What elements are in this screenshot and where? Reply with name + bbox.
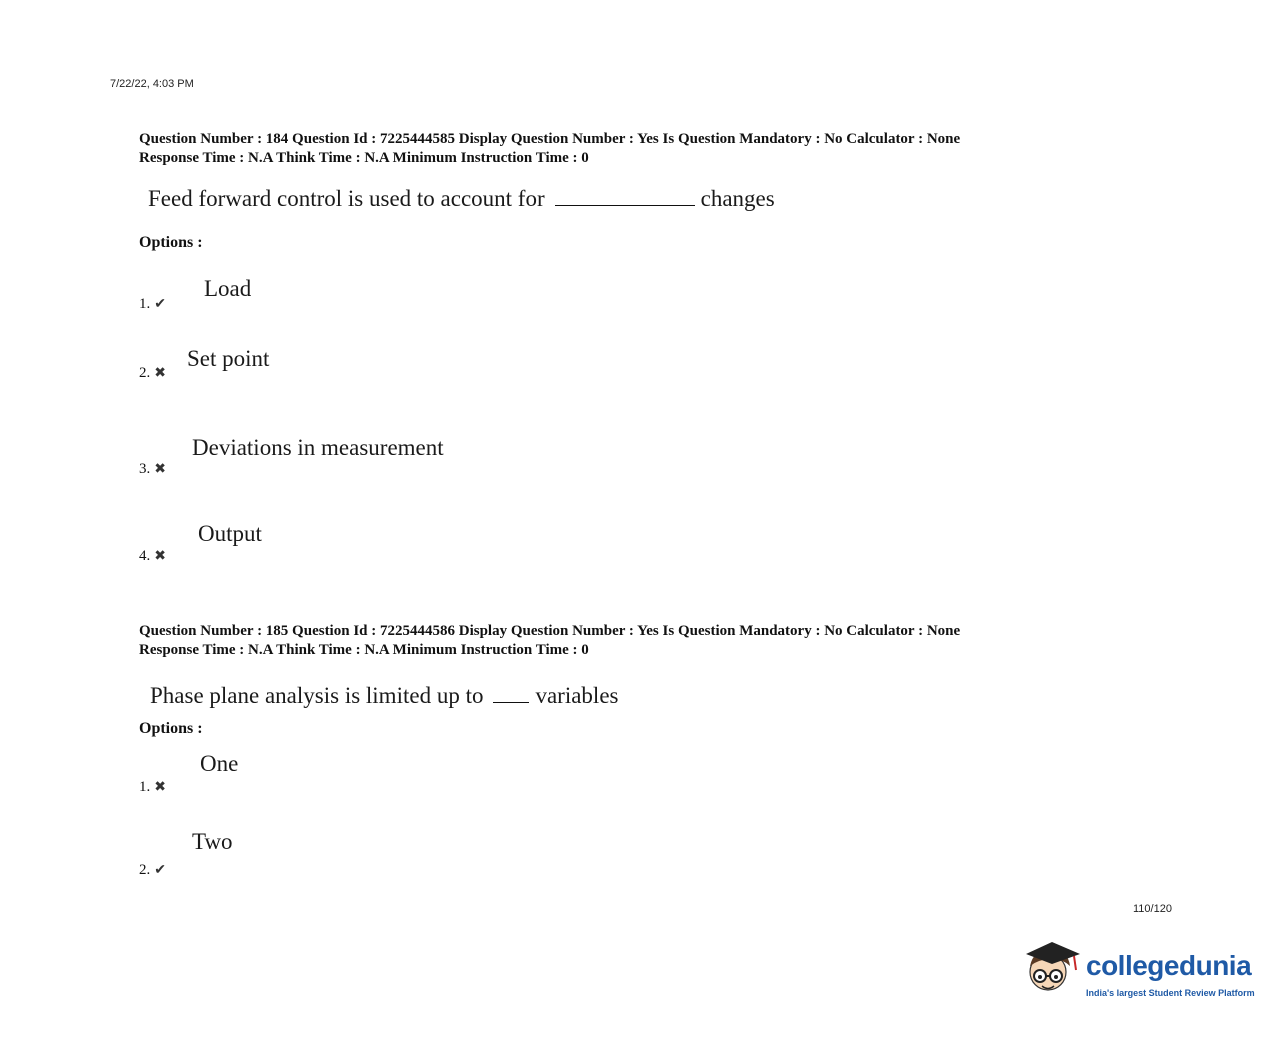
logo-wordmark: collegedunia — [1086, 950, 1252, 981]
question-meta-line-1: Question Number : 184 Question Id : 7225444585 Display Question Number : Yes Is Question Mandatory : No Calculator : None — [139, 131, 961, 147]
question-meta-line-2: Response Time : N.A Think Time : N.A Minimum Instruction Time : 0 — [139, 150, 589, 166]
logo-tagline: India's largest Student Review Platform — [1086, 988, 1255, 998]
option-number: 4. ✖ — [139, 548, 166, 564]
option-number: 2. ✖ — [139, 365, 166, 381]
print-timestamp: 7/22/22, 4:03 PM — [110, 78, 194, 90]
question-meta — [139, 130, 960, 168]
correct-check-icon: ✔ — [154, 863, 166, 878]
question-meta — [139, 622, 960, 660]
question-text-before: Phase plane analysis is limited up to — [150, 683, 484, 708]
option-number: 1. ✔ — [139, 296, 166, 312]
option-text: Deviations in measurement — [192, 435, 444, 460]
wrong-cross-icon: ✖ — [154, 462, 166, 477]
question-text-before: Feed forward control is used to account for — [148, 186, 545, 211]
option-text: One — [200, 751, 239, 776]
question-meta-line-1: Question Number : 185 Question Id : 7225444586 Display Question Number : Yes Is Question Mandatory : No Calculator : None — [139, 623, 961, 639]
page-number: 110/120 — [1133, 903, 1172, 915]
correct-check-icon: ✔ — [154, 297, 166, 312]
answer-blank — [493, 701, 529, 703]
option-text: Load — [204, 276, 252, 301]
mascot-icon — [1022, 936, 1082, 1012]
wrong-cross-icon: ✖ — [154, 780, 166, 795]
option-text: Two — [192, 829, 233, 854]
option-number: 3. ✖ — [139, 461, 166, 477]
question-text-after: changes — [700, 186, 775, 211]
wrong-cross-icon: ✖ — [154, 366, 166, 381]
option-text: Set point — [187, 346, 270, 371]
collegedunia-logo — [1022, 936, 1262, 1012]
wrong-cross-icon: ✖ — [154, 549, 166, 564]
question-text-after: variables — [535, 683, 619, 708]
question-meta-line-2: Response Time : N.A Think Time : N.A Minimum Instruction Time : 0 — [139, 642, 589, 658]
option-text: Output — [198, 521, 262, 546]
answer-blank — [555, 204, 695, 206]
option-number: 2. ✔ — [139, 862, 166, 878]
question-text — [148, 186, 775, 212]
option-number: 1. ✖ — [139, 779, 166, 795]
question-text — [150, 683, 618, 709]
options-label: Options : — [139, 720, 203, 737]
options-label: Options : — [139, 234, 203, 251]
